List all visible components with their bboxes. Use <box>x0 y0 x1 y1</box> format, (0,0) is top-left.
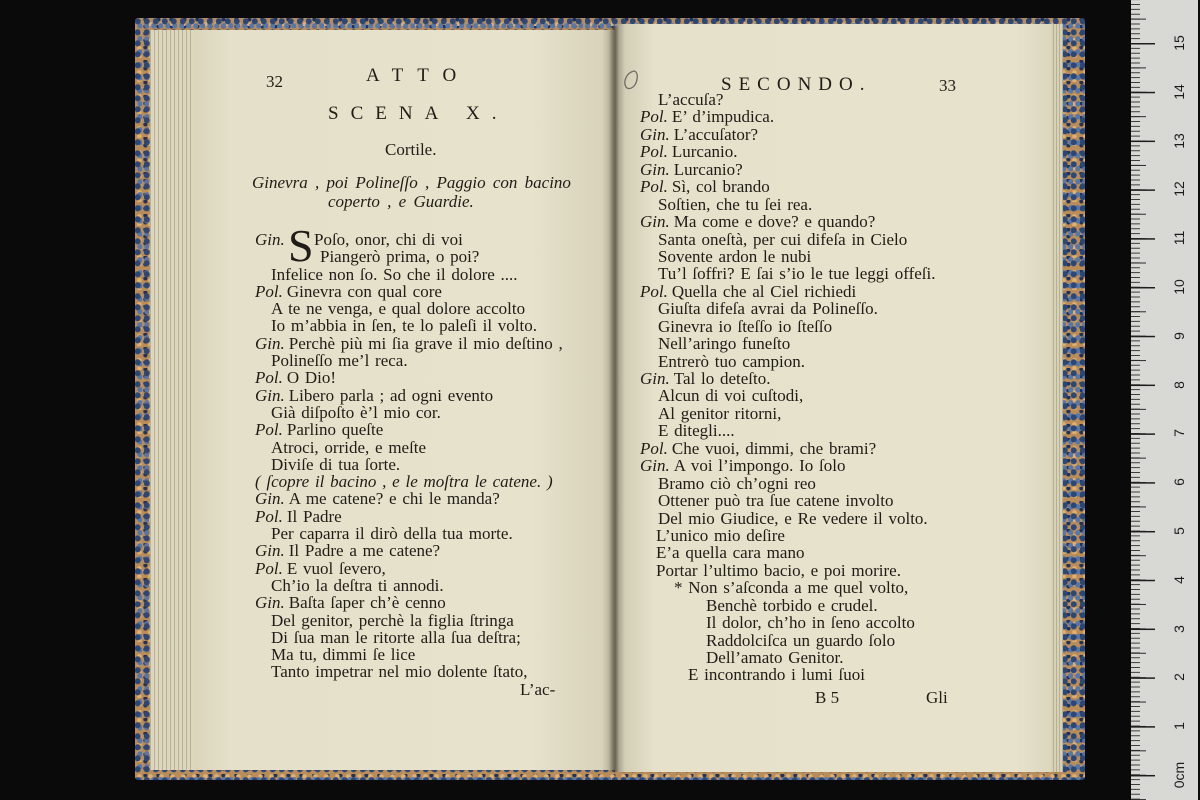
verse-text: Libero parla ; ad ogni evento <box>288 385 494 405</box>
verse-line <box>255 421 600 438</box>
ruler-label: 14 <box>1171 84 1187 100</box>
verse-line <box>640 108 1050 125</box>
verse-text: Lurcanio. <box>671 142 738 162</box>
verse-text: A te ne venga, e qual dolore accolto <box>271 299 526 319</box>
measuring-ruler <box>1131 0 1198 800</box>
stage-direction-text: ( ſcopre il bacino , e le moſtra le catene. ) <box>255 472 553 492</box>
stage-direction <box>255 473 600 490</box>
ruler-label: 8 <box>1171 381 1187 389</box>
verse-line <box>255 387 600 404</box>
verse-line <box>255 369 600 386</box>
verse-line <box>255 663 600 680</box>
verse-line <box>255 542 600 559</box>
speaker-label: Gin. <box>640 369 670 388</box>
verse-text: Del mio Giudice, e Re vedere il volto. <box>658 508 928 528</box>
aria-line <box>640 614 1050 631</box>
verse-line <box>255 490 600 507</box>
verse-text: Che vuoi, dimmi, che brami? <box>671 438 877 458</box>
verse-line <box>255 300 600 317</box>
verse-line <box>640 265 1050 282</box>
ruler-label: 12 <box>1171 181 1187 197</box>
verse-line <box>640 440 1050 457</box>
verse-text: Ma tu, dimmi ſe lice <box>271 645 416 665</box>
verse-line <box>640 370 1050 387</box>
verse-text: Quella che al Ciel richiedi <box>671 281 857 301</box>
ruler-label: 0cm <box>1171 761 1187 789</box>
ruler-label: 2 <box>1171 673 1187 681</box>
verse-line <box>640 248 1050 265</box>
verse-text: Ottener può tra ſue catene involto <box>658 491 894 511</box>
verse-text: Ginevra io ſteſſo io ſteſſo <box>658 316 833 336</box>
scene-title: SCENA X. <box>328 103 509 124</box>
verse-text: O Dio! <box>286 368 337 388</box>
verse-text: Io m’abbia in ſen, te lo paleſi il volto. <box>271 316 537 336</box>
aria-line <box>640 597 1050 614</box>
verse-text: L’accuſator? <box>673 124 759 144</box>
verse-line <box>640 196 1050 213</box>
verse-line <box>255 317 600 334</box>
verse-text: Parlino queſte <box>286 420 384 440</box>
verse-text: A me catene? e chi le manda? <box>288 489 500 509</box>
aria-line <box>640 632 1050 649</box>
verse-text: Nell’aringo funeſto <box>658 334 791 354</box>
verse-line <box>640 475 1050 492</box>
verse-text: Piangerò prima, o poi? <box>320 247 480 267</box>
speaker-label: Pol. <box>640 281 668 301</box>
verse-line <box>640 457 1050 474</box>
ruler-label: 11 <box>1171 230 1187 246</box>
speaker-label: Pol. <box>640 142 668 162</box>
verse-line <box>640 318 1050 335</box>
ruler-label: 5 <box>1171 527 1187 535</box>
verse-text: Tal lo deteſto. <box>673 369 771 388</box>
verse-text: Santa oneſtà, per cui difeſa in Cielo <box>658 229 908 249</box>
verse-text: Ginevra con qual core <box>286 281 442 301</box>
verse-text: L’accuſa? <box>658 90 724 109</box>
verse-text: Tu’l ſoffri? E ſai s’io le tue leggi offeſi. <box>658 264 936 284</box>
verse-line <box>640 422 1050 439</box>
ruler-label: 4 <box>1171 576 1187 584</box>
speaker-label: Pol. <box>255 420 283 440</box>
verse-line <box>640 126 1050 143</box>
verse-text: Già diſpoſto è’l mio cor. <box>271 402 441 422</box>
page-number: 33 <box>939 76 956 95</box>
speaker-label: Gin. <box>255 333 285 353</box>
aria-line <box>640 649 1050 666</box>
aria-line <box>640 579 1050 596</box>
ruler-label: 6 <box>1171 478 1187 486</box>
verse-line <box>640 161 1050 178</box>
verse-line <box>640 527 1050 544</box>
aria-line <box>640 666 1050 683</box>
ruler-label: 1 <box>1171 722 1187 730</box>
page-number: 32 <box>266 72 283 91</box>
verse-line <box>640 213 1050 230</box>
verse-text: Infelice non ſo. So che il dolore .... <box>271 264 518 284</box>
verse-line <box>255 439 600 456</box>
speaker-label: Gin. <box>255 489 285 509</box>
verse-line <box>640 91 1050 108</box>
verse-line <box>640 510 1050 527</box>
scene-setting: Cortile. <box>385 140 437 159</box>
verse-line <box>255 335 600 352</box>
verse-line <box>640 387 1050 404</box>
verse-text: Dell’amato Genitor. <box>706 648 844 667</box>
verse-line <box>640 335 1050 352</box>
verse-line <box>640 178 1050 195</box>
verse-text: Atroci, orride, e meſte <box>271 437 427 457</box>
verse-line <box>640 353 1050 370</box>
verse-text: Giuſta difeſa avrai da Polineſſo. <box>658 299 878 319</box>
verse-text: Ma come e dove? e quando? <box>673 212 876 232</box>
character-list: coperto , e Guardie. <box>328 192 474 211</box>
verse-line <box>255 560 600 577</box>
verse-text: Il Padre <box>286 506 342 526</box>
verse-text: Ch’io la deſtra ti annodi. <box>271 575 444 595</box>
verse-line <box>255 248 600 265</box>
speaker-label: Gin. <box>640 456 670 476</box>
book-gutter <box>609 26 619 772</box>
ruler-label: 13 <box>1171 133 1187 149</box>
verse-text: Polineſſo me’l reca. <box>271 351 408 371</box>
verse-line <box>640 143 1050 160</box>
pencil-mark <box>620 68 642 92</box>
verse-line <box>640 492 1050 509</box>
verse-line <box>640 405 1050 422</box>
speaker-label: Pol. <box>255 506 283 526</box>
page-fore-edge <box>1051 24 1063 772</box>
verse-line <box>640 231 1050 248</box>
ruler-label: 7 <box>1171 429 1187 437</box>
verse-text: Diviſe di tua ſorte. <box>271 454 401 474</box>
verse-line <box>640 283 1050 300</box>
catchword: L’ac- <box>520 679 556 699</box>
verse-text: E’ d’impudica. <box>671 107 775 127</box>
running-head: SECONDO. <box>721 74 872 95</box>
page-block-edges <box>150 30 194 770</box>
verse-line <box>255 508 600 525</box>
verse-text: E incontrando i lumi ſuoi <box>688 665 865 685</box>
verse-text: Il Padre a me catene? <box>288 541 441 561</box>
verse-text: * Non s’aſconda a me quel volto, <box>674 578 909 598</box>
ruler-label: 10 <box>1171 279 1187 295</box>
speaker-label: Gin. <box>255 593 285 613</box>
speaker-label: Gin. <box>640 124 670 144</box>
speaker-label: Pol. <box>640 177 668 197</box>
verse-text: Sovente ardon le nubi <box>658 246 812 266</box>
verse-line <box>255 577 600 594</box>
verse-text: Soſtien, che tu ſei rea. <box>658 194 813 214</box>
verse-text: Poſo, onor, chi di voi <box>314 230 463 249</box>
verse-line <box>255 646 600 663</box>
verse-text: Entrerò tuo campion. <box>658 351 805 371</box>
speaker-label: Pol. <box>255 368 283 388</box>
speaker-label: Gin. <box>640 159 670 179</box>
verse-text: Il dolor, ch’ho in ſeno accolto <box>706 613 915 633</box>
verse-text: Bramo ciò ch’ogni reo <box>658 473 816 493</box>
verse-text: Per caparra il dirò della tua morte. <box>271 524 513 544</box>
verse-line <box>255 612 600 629</box>
signature-mark: B 5 <box>815 688 840 707</box>
verse-line <box>255 404 600 421</box>
verse-text: Baſta ſaper ch’è cenno <box>288 593 446 613</box>
speaker-label: Pol. <box>255 558 283 578</box>
speaker-label: Pol. <box>640 438 668 458</box>
verse-text: A voi l’impongo. Io ſolo <box>673 456 846 476</box>
verse-text: Del genitor, perchè la figlia ſtringa <box>271 610 514 630</box>
ruler-label: 15 <box>1171 35 1187 51</box>
verse-text: Tanto impetrar nel mio dolente ſtato, <box>271 662 528 682</box>
ruler-label: 3 <box>1171 625 1187 633</box>
character-list: Ginevra , poi Polineſſo , Paggio con bacino <box>252 173 571 192</box>
running-head: ATTO <box>366 65 471 86</box>
drop-cap: S <box>288 220 314 271</box>
verse-text: Perchè più mi ſia grave il mio deſtino , <box>288 333 563 353</box>
verse-line <box>640 562 1050 579</box>
verse-text: Di ſua man le ritorte alla ſua deſtra; <box>271 627 521 647</box>
verse-text: Alcun di voi cuſtodi, <box>658 386 804 406</box>
verse-text: Lurcanio? <box>673 159 743 179</box>
speaker-label: Gin. <box>255 541 285 561</box>
speaker-label: Gin. <box>640 212 670 232</box>
ruler-label: 9 <box>1171 332 1187 340</box>
verse-text: L’unico mio deſire <box>656 525 785 545</box>
verse-line <box>255 352 600 369</box>
right-page-text <box>640 91 1050 684</box>
verse-line <box>255 594 600 611</box>
verse-line <box>255 629 600 646</box>
verse-text: Al genitor ritorni, <box>658 403 782 423</box>
verse-text: Raddolciſca un guardo ſolo <box>706 630 896 650</box>
speaker-label: Gin. <box>255 385 285 405</box>
speaker-label: Pol. <box>640 107 668 127</box>
catchword: Gli <box>926 688 948 707</box>
verse-text: E vuol ſevero, <box>286 558 386 578</box>
verse-line <box>255 456 600 473</box>
speaker-label: Gin. <box>255 230 285 249</box>
speaker-label: Pol. <box>255 281 283 301</box>
verse-line <box>255 525 600 542</box>
verse-text: Portar l’ultimo bacio, e poi morire. <box>656 560 901 580</box>
verse-line <box>255 283 600 300</box>
verse-text: E ditegli.... <box>658 421 735 441</box>
left-page-text <box>255 220 600 699</box>
verse-text: Sì, col brando <box>671 177 770 197</box>
verse-text: E’a quella cara mano <box>656 543 805 563</box>
verse-line <box>640 300 1050 317</box>
verse-text: Benchè torbido e crudel. <box>706 595 878 615</box>
verse-line <box>255 266 600 283</box>
verse-line <box>640 544 1050 561</box>
